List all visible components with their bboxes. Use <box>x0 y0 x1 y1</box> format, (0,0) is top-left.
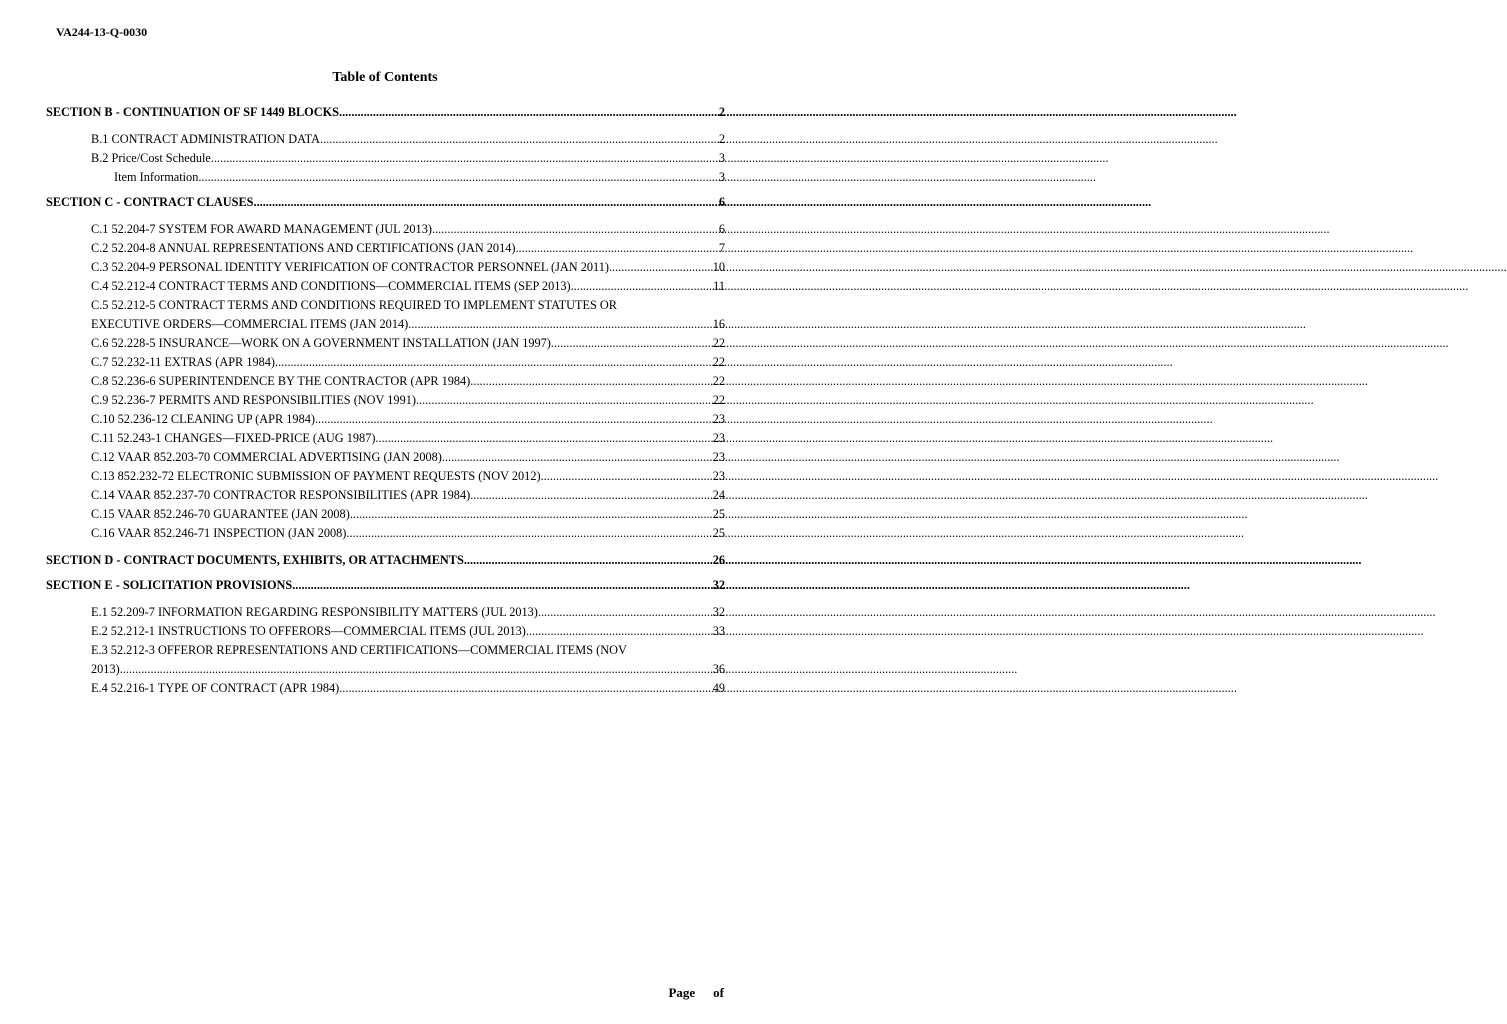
page-footer <box>668 985 724 1001</box>
toc-page-number: 7 <box>718 241 725 255</box>
toc-page-number: 6 <box>718 195 725 209</box>
toc-item-c16[interactable] <box>46 524 725 543</box>
toc-page-number: 25 <box>712 526 725 540</box>
toc-section-label: SECTION D - CONTRACT DOCUMENTS, EXHIBITS, OR ATTACHMENTS <box>46 553 464 567</box>
dot-leader <box>350 505 713 524</box>
dot-leader <box>375 429 712 448</box>
toc-item-e4[interactable] <box>46 679 725 698</box>
toc-page-number: 11 <box>713 279 725 293</box>
of-word: of <box>713 985 724 1000</box>
toc-page-number: 32 <box>712 578 725 592</box>
toc-page-number: 22 <box>712 393 725 407</box>
dot-leader <box>551 334 713 353</box>
dot-leader <box>538 603 713 622</box>
toc-item-label: C.12 VAAR 852.203-70 COMMERCIAL ADVERTISING (JAN 2008) <box>91 450 442 464</box>
toc-page-number: 22 <box>712 336 725 350</box>
toc-item-e3[interactable] <box>46 660 725 679</box>
toc-item-c5-first-line[interactable]: C.5 52.212-5 CONTRACT TERMS AND CONDITIONS REQUIRED TO IMPLEMENT STATUTES OR <box>91 298 617 312</box>
toc-item-c7[interactable] <box>46 353 725 372</box>
toc-page-number: 24 <box>712 488 725 502</box>
dot-leader <box>346 524 712 543</box>
toc-item-label: C.6 52.228-5 INSURANCE—WORK ON A GOVERNMENT INSTALLATION (JAN 1997) <box>91 336 551 350</box>
toc-item-c6[interactable] <box>46 334 725 353</box>
dot-leader <box>315 410 713 429</box>
toc-item-c11[interactable] <box>46 429 725 448</box>
toc-item-label: C.11 52.243-1 CHANGES—FIXED-PRICE (AUG 1987) <box>91 431 376 445</box>
toc-section-e[interactable] <box>46 576 725 595</box>
toc-section-b[interactable] <box>46 103 725 122</box>
toc-item-label: C.15 VAAR 852.246-70 GUARANTEE (JAN 2008) <box>91 507 350 521</box>
toc-item-label: C.14 VAAR 852.237-70 CONTRACTOR RESPONSIBILITIES (APR 1984) <box>91 488 471 502</box>
dot-leader <box>275 353 713 372</box>
dot-leader <box>442 448 713 467</box>
toc-item-label: 2013) <box>91 662 120 676</box>
toc-item-b2[interactable] <box>46 149 725 168</box>
dot-leader <box>464 551 713 570</box>
dot-leader <box>541 467 713 486</box>
dot-leader <box>432 220 719 239</box>
toc-item-label: C.16 VAAR 852.246-71 INSPECTION (JAN 2008) <box>91 526 347 540</box>
toc-page-number: 23 <box>712 412 725 426</box>
toc-page-number: 23 <box>712 450 725 464</box>
toc-section-d[interactable] <box>46 551 725 570</box>
toc-page-number: 22 <box>712 374 725 388</box>
toc-page-number: 36 <box>712 662 725 676</box>
toc-section-c[interactable] <box>46 193 725 212</box>
toc-item-label: B.2 Price/Cost Schedule <box>91 151 211 165</box>
toc-item-label: B.1 CONTRACT ADMINISTRATION DATA <box>91 132 321 146</box>
dot-leader <box>211 149 719 168</box>
toc-page-number: 33 <box>712 624 725 638</box>
dot-leader <box>609 258 713 277</box>
toc-page-number: 2 <box>718 105 725 119</box>
toc-item-c1[interactable] <box>46 220 725 239</box>
toc-item-e2[interactable] <box>46 622 725 641</box>
toc-item-c5[interactable] <box>46 315 725 334</box>
dot-leader <box>339 103 719 122</box>
toc-item-c13[interactable] <box>46 467 725 486</box>
dot-leader <box>120 660 713 679</box>
toc-page-number: 3 <box>718 151 725 165</box>
dot-leader <box>339 679 712 698</box>
toc-item-label: C.2 52.204-8 ANNUAL REPRESENTATIONS AND CERTIFICATIONS (JAN 2014) <box>91 241 516 255</box>
toc-page-number: 23 <box>712 431 725 445</box>
dot-leader <box>198 168 719 187</box>
dot-leader <box>470 372 712 391</box>
toc-item-c15[interactable] <box>46 505 725 524</box>
toc-item-label: E.4 52.216-1 TYPE OF CONTRACT (APR 1984) <box>91 681 340 695</box>
toc-item-label: E.2 52.212-1 INSTRUCTIONS TO OFFERORS—COMMERCIAL ITEMS (JUL 2013) <box>91 624 526 638</box>
dot-leader <box>416 391 713 410</box>
toc-section-label: SECTION E - SOLICITATION PROVISIONS <box>46 578 293 592</box>
toc-item-label: C.13 852.232-72 ELECTRONIC SUBMISSION OF PAYMENT REQUESTS (NOV 2012) <box>91 469 541 483</box>
toc-page-number: 3 <box>718 170 725 184</box>
toc-page-number: 22 <box>712 355 725 369</box>
toc-page-number: 49 <box>712 681 725 695</box>
toc-item-b1[interactable] <box>46 130 725 149</box>
document-id: VA244-13-Q-0030 <box>56 25 148 39</box>
toc-page-number: 26 <box>712 553 725 567</box>
dot-leader <box>470 486 713 505</box>
dot-leader <box>408 315 712 334</box>
toc-item-c8[interactable] <box>46 372 725 391</box>
toc-item-c4[interactable] <box>46 277 725 296</box>
dot-leader <box>526 622 713 641</box>
dot-leader <box>515 239 718 258</box>
toc-page-number: 16 <box>712 317 725 331</box>
toc-item-c14[interactable] <box>46 486 725 505</box>
toc-item-e1[interactable] <box>46 603 725 622</box>
toc-item-label: C.8 52.236-6 SUPERINTENDENCE BY THE CONTRACTOR (APR 1984) <box>91 374 471 388</box>
toc-page-number: 23 <box>712 469 725 483</box>
toc-item-label: C.4 52.212-4 CONTRACT TERMS AND CONDITIONS—COMMERCIAL ITEMS (SEP 2013) <box>91 279 571 293</box>
toc-item-label: C.9 52.236-7 PERMITS AND RESPONSIBILITIES (NOV 1991) <box>91 393 416 407</box>
page-word: Page <box>668 985 696 1000</box>
toc-item-label: Item Information <box>114 170 199 184</box>
toc-page-number: 6 <box>718 222 725 236</box>
toc-item-c9[interactable] <box>46 391 725 410</box>
toc-item-label: EXECUTIVE ORDERS—COMMERCIAL ITEMS (JAN 2014) <box>91 317 409 331</box>
toc-page-number: 25 <box>712 507 725 521</box>
toc-item-c12[interactable] <box>46 448 725 467</box>
toc-item-label: C.1 52.204-7 SYSTEM FOR AWARD MANAGEMENT (JUL 2013) <box>91 222 432 236</box>
table-of-contents <box>46 103 725 698</box>
toc-page-number: 32 <box>712 605 725 619</box>
toc-item-label: C.10 52.236-12 CLEANING UP (APR 1984) <box>91 412 315 426</box>
toc-item-label: C.7 52.232-11 EXTRAS (APR 1984) <box>91 355 276 369</box>
toc-item-e3-first-line[interactable]: E.3 52.212-3 OFFEROR REPRESENTATIONS AND CERTIFICATIONS—COMMERCIAL ITEMS (NOV <box>91 643 627 657</box>
toc-item-c3[interactable] <box>46 258 725 277</box>
toc-item-c2[interactable] <box>46 239 725 258</box>
dot-leader <box>571 277 714 296</box>
toc-section-label: SECTION B - CONTINUATION OF SF 1449 BLOCKS <box>46 105 340 119</box>
dot-leader <box>292 576 712 595</box>
toc-page-number: 2 <box>718 132 725 146</box>
toc-page-number: 10 <box>712 260 725 274</box>
toc-item-item-information[interactable] <box>46 168 725 187</box>
toc-item-c10[interactable] <box>46 410 725 429</box>
toc-item-label: C.3 52.204-9 PERSONAL IDENTITY VERIFICATION OF CONTRACTOR PERSONNEL (JAN 2011) <box>91 260 609 274</box>
toc-item-label: E.1 52.209-7 INFORMATION REGARDING RESPONSIBILITY MATTERS (JUL 2013) <box>91 605 538 619</box>
dot-leader <box>254 193 719 212</box>
toc-title: Table of Contents <box>332 70 438 85</box>
toc-section-label: SECTION C - CONTRACT CLAUSES <box>46 195 254 209</box>
dot-leader <box>320 130 719 149</box>
